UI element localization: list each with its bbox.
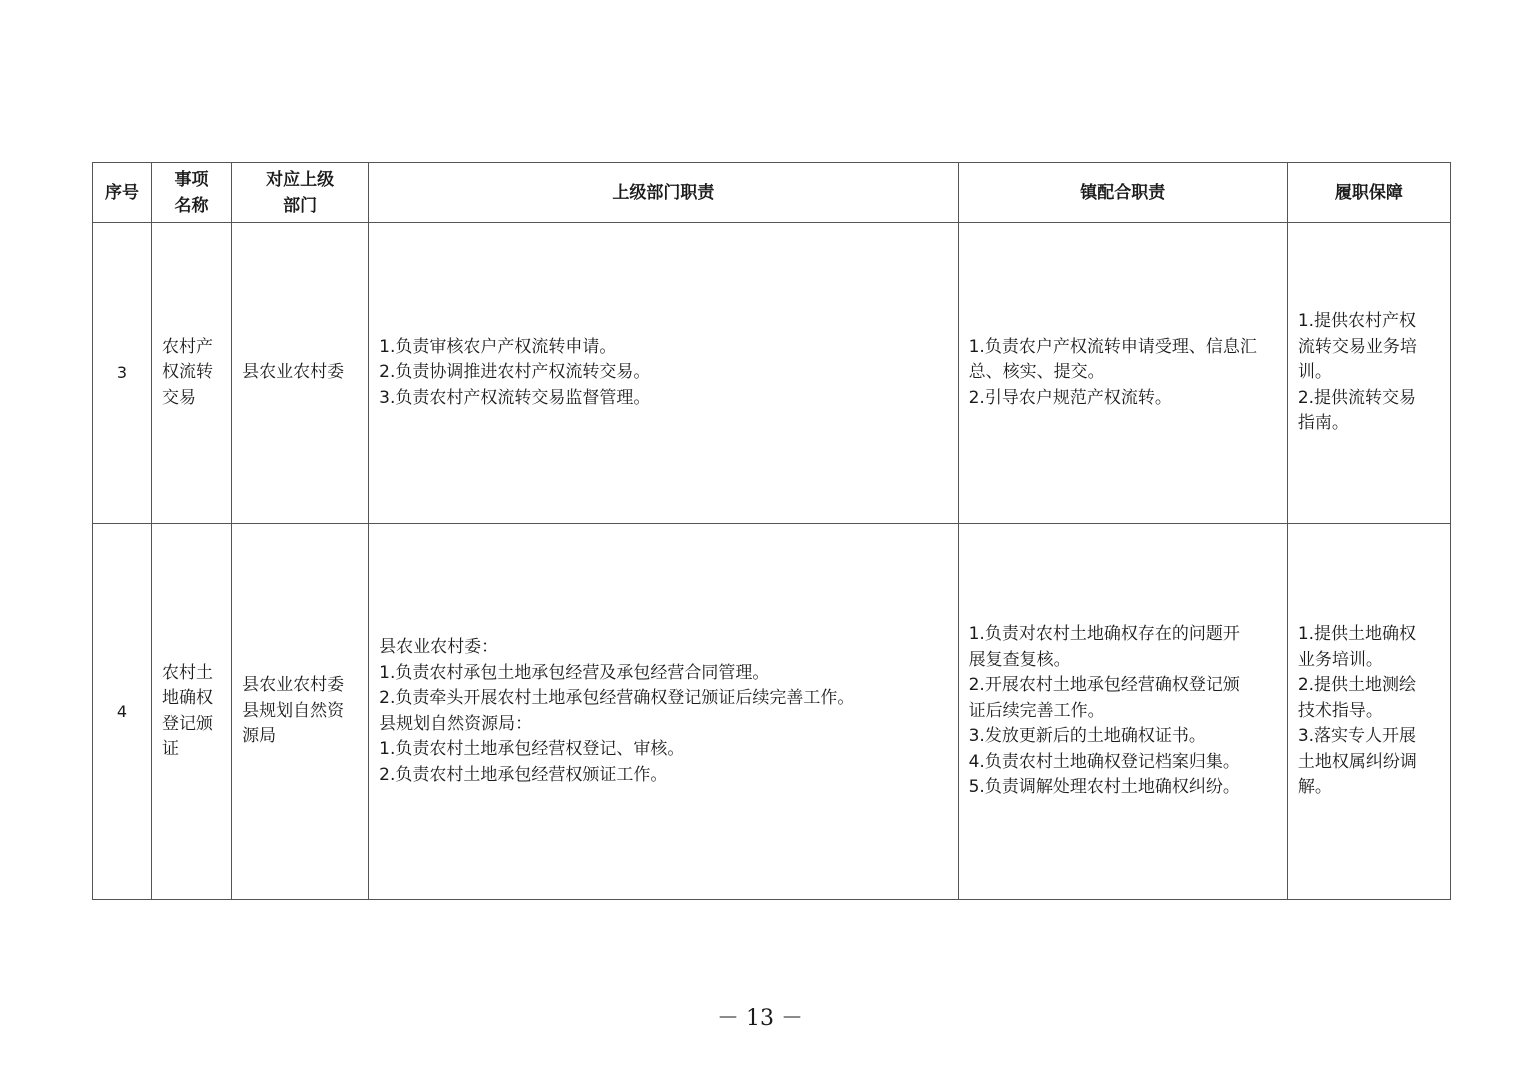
responsibility-table [92, 162, 1451, 900]
header-name-line: 事项 [174, 169, 209, 190]
cell-line: 指南。 [1297, 413, 1349, 434]
cell-duty [369, 524, 958, 900]
cell-line: 3.发放更新后的土地确权证书。 [968, 726, 1206, 747]
cell-no: 3 [93, 223, 152, 524]
cell-line: 1.负责农户产权流转申请受理、信息汇 [968, 336, 1257, 357]
cell-line: 源局 [242, 726, 277, 747]
cell-line: 证后续完善工作。 [968, 700, 1105, 721]
cell-town [958, 524, 1287, 900]
cell-name [152, 524, 232, 900]
page-number: － 13 － [717, 1006, 803, 1031]
cell-guarantee [1287, 524, 1450, 900]
cell-line: 登记颁 [162, 713, 214, 734]
cell-dept [232, 223, 369, 524]
cell-line: 农村产 [162, 336, 214, 357]
header-dept [232, 163, 369, 223]
cell-line: 1.提供土地确权 [1297, 624, 1417, 645]
table-row [93, 524, 1451, 900]
table-row [93, 223, 1451, 524]
cell-line: 业务培训。 [1297, 649, 1383, 670]
cell-line: 1.负责对农村土地确权存在的问题开 [968, 624, 1240, 645]
cell-duty [369, 223, 958, 524]
cell-line: 2.提供流转交易 [1297, 387, 1417, 408]
cell-line: 5.负责调解处理农村土地确权纠纷。 [968, 777, 1240, 798]
header-name-line: 名称 [174, 195, 209, 216]
cell-line: 展复查复核。 [968, 649, 1071, 670]
header-town: 镇配合职责 [958, 163, 1287, 223]
cell-town [958, 223, 1287, 524]
cell-line: 2.引导农户规范产权流转。 [968, 387, 1172, 408]
cell-line: 农村土 [162, 662, 214, 683]
cell-line: 县规划自然资 [242, 700, 345, 721]
cell-line: 总、核实、提交。 [968, 362, 1105, 383]
cell-line: 县农业农村委： [379, 637, 499, 657]
cell-no: 4 [93, 524, 152, 900]
cell-dept [232, 524, 369, 900]
cell-line: 2.负责农村土地承包经营权颁证工作。 [379, 764, 668, 785]
cell-line: 土地权属纠纷调 [1297, 751, 1417, 772]
cell-line: 交易 [162, 387, 197, 408]
header-name [152, 163, 232, 223]
cell-line: 1.负责农村土地承包经营权登记、审核。 [379, 739, 685, 759]
cell-line: 2.开展农村土地承包经营确权登记颁 [968, 675, 1240, 696]
cell-name [152, 223, 232, 524]
cell-line: 4.负责农村土地确权登记档案归集。 [968, 751, 1240, 772]
cell-line: 县农业农村委 [242, 362, 345, 383]
header-dept-line: 对应上级 [266, 169, 335, 190]
cell-guarantee [1287, 223, 1450, 524]
header-no: 序号 [93, 163, 152, 223]
cell-line: 3.落实专人开展 [1297, 726, 1417, 747]
header-guarantee: 履职保障 [1287, 163, 1450, 223]
cell-line: 权流转 [162, 362, 214, 383]
table-header-row [93, 163, 1451, 223]
cell-line: 地确权 [162, 688, 214, 708]
header-dept-line: 部门 [283, 195, 318, 216]
cell-line: 训。 [1297, 362, 1332, 383]
cell-line: 流转交易业务培 [1297, 336, 1417, 357]
cell-line: 解。 [1297, 777, 1332, 798]
cell-line: 县农业农村委 [242, 675, 345, 696]
cell-line: 1.负责农村承包土地承包经营及承包经营合同管理。 [379, 662, 770, 683]
cell-line: 2.负责协调推进农村产权流转交易。 [379, 362, 651, 383]
cell-line: 1.提供农村产权 [1297, 311, 1417, 332]
cell-line: 技术指导。 [1297, 700, 1383, 721]
cell-line: 2.提供土地测绘 [1297, 675, 1417, 696]
cell-line: 3.负责农村产权流转交易监督管理。 [379, 387, 651, 408]
cell-line: 证 [162, 739, 180, 759]
cell-line: 2.负责牵头开展农村土地承包经营确权登记颁证后续完善工作。 [379, 688, 855, 708]
cell-line: 1.负责审核农户产权流转申请。 [379, 336, 617, 357]
cell-line: 县规划自然资源局： [379, 713, 533, 734]
header-duty: 上级部门职责 [369, 163, 958, 223]
